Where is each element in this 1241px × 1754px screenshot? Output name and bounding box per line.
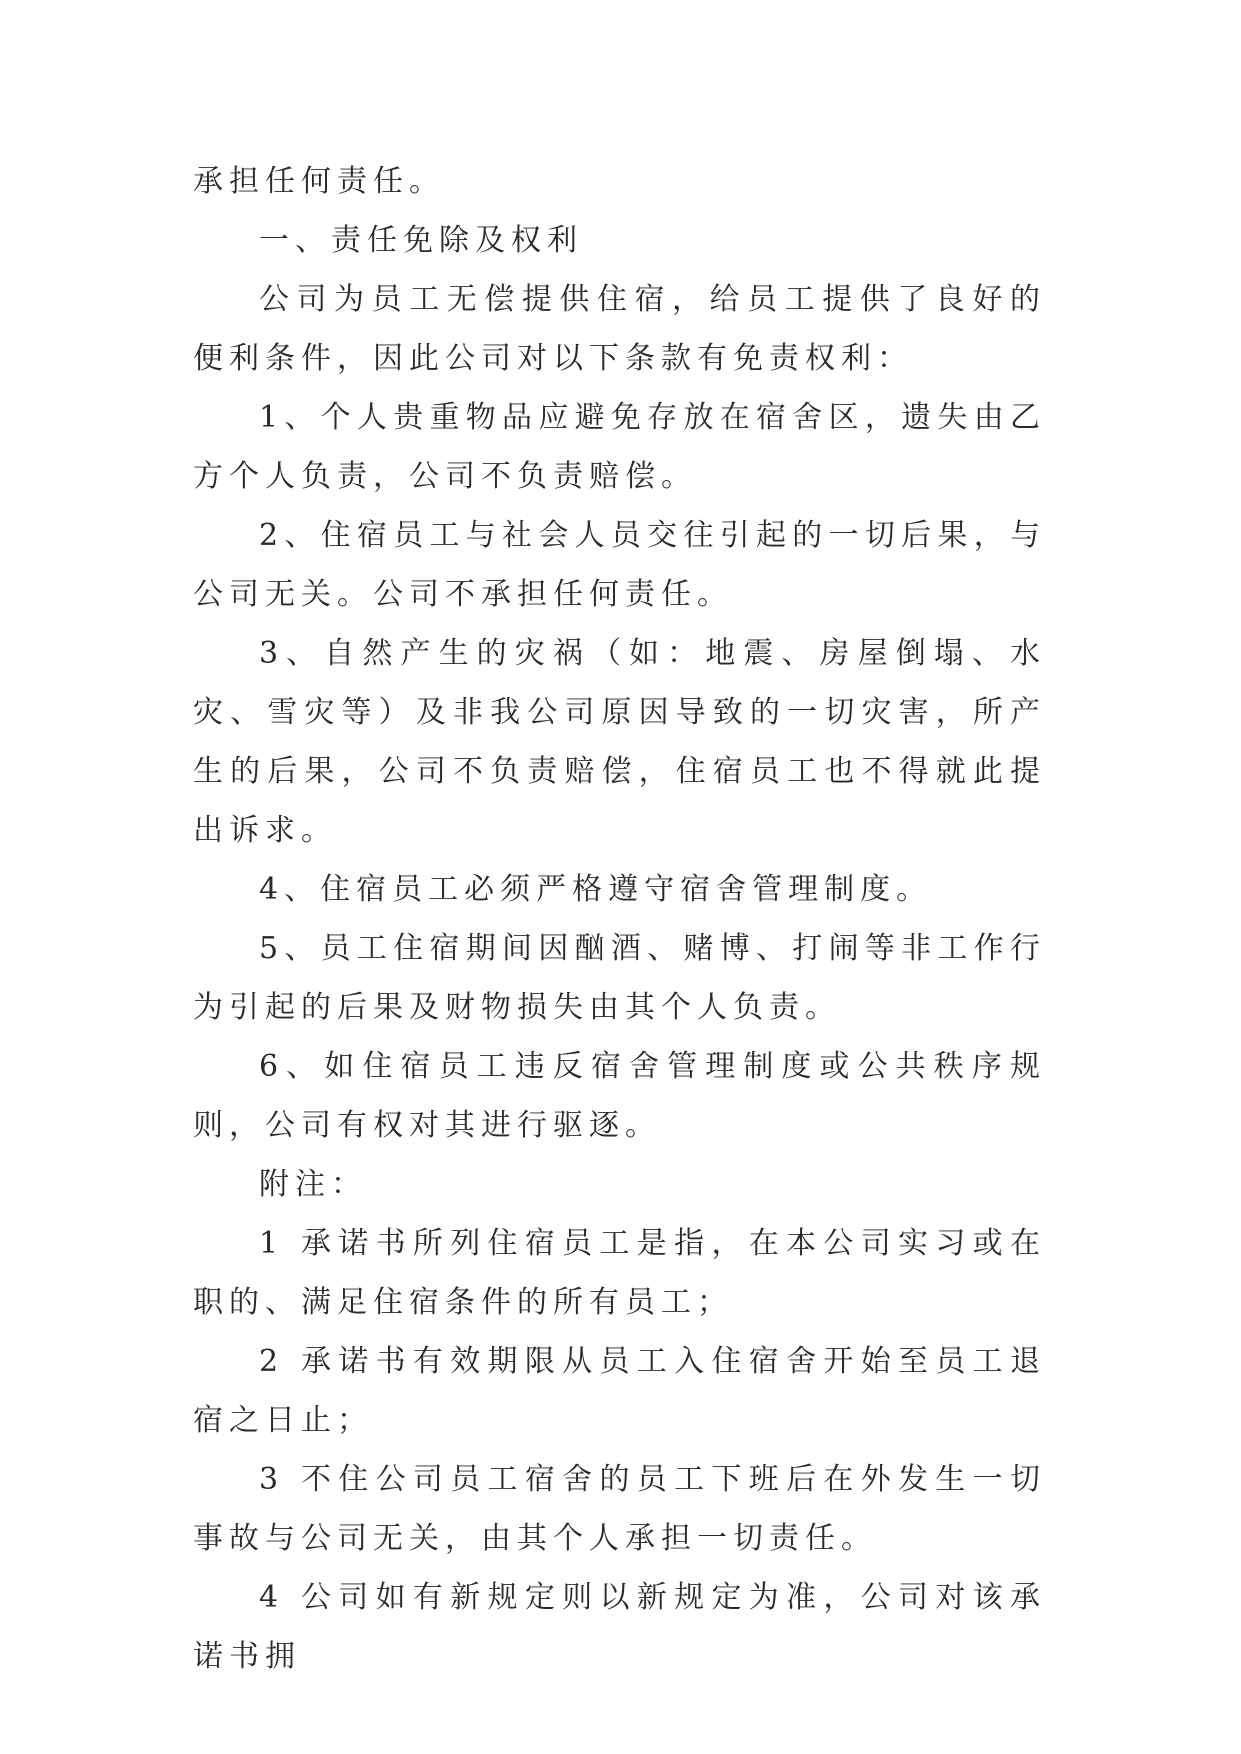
note-3: 3 不住公司员工宿舍的员工下班后在外发生一切事故与公司无关，由其个人承担一切责任。 xyxy=(193,1462,1046,1556)
clause-6: 6、如住宿员工违反宿舍管理制度或公共秩序规则，公司有权对其进行驱逐。 xyxy=(193,1049,1046,1143)
clause-2: 2、住宿员工与社会人员交往引起的一切后果，与公司无关。公司不承担任何责任。 xyxy=(193,518,1046,612)
clause-3: 3、自然产生的灾祸（如：地震、房屋倒塌、水灾、雪灾等）及非我公司原因导致的一切灾害，所产生的后果，公司不负责赔偿，住宿员工也不得就此提出诉求。 xyxy=(193,636,1046,848)
clause-5: 5、员工住宿期间因酗酒、赌博、打闹等非工作行为引起的后果及财物损失由其个人负责。 xyxy=(193,931,1046,1025)
section-heading: 一、责任免除及权利 xyxy=(259,223,583,258)
note-4: 4 公司如有新规定则以新规定为准，公司对该承诺书拥 xyxy=(193,1580,1046,1674)
notes-heading: 附注： xyxy=(259,1167,367,1202)
clause-4: 4、住宿员工必须严格遵守宿舍管理制度。 xyxy=(259,872,933,907)
clause-1: 1、个人贵重物品应避免存放在宿舍区，遗失由乙方个人负责，公司不负责赔偿。 xyxy=(193,400,1046,494)
document-body xyxy=(193,152,1046,1686)
note-1: 1 承诺书所列住宿员工是指，在本公司实习或在职的、满足住宿条件的所有员工； xyxy=(193,1226,1046,1320)
paragraph-intro: 公司为员工无偿提供住宿，给员工提供了良好的便利条件，因此公司对以下条款有免责权利： xyxy=(193,282,1046,376)
paragraph-continuation: 承担任何责任。 xyxy=(193,164,445,199)
note-2: 2 承诺书有效期限从员工入住宿舍开始至员工退宿之日止； xyxy=(193,1344,1046,1438)
